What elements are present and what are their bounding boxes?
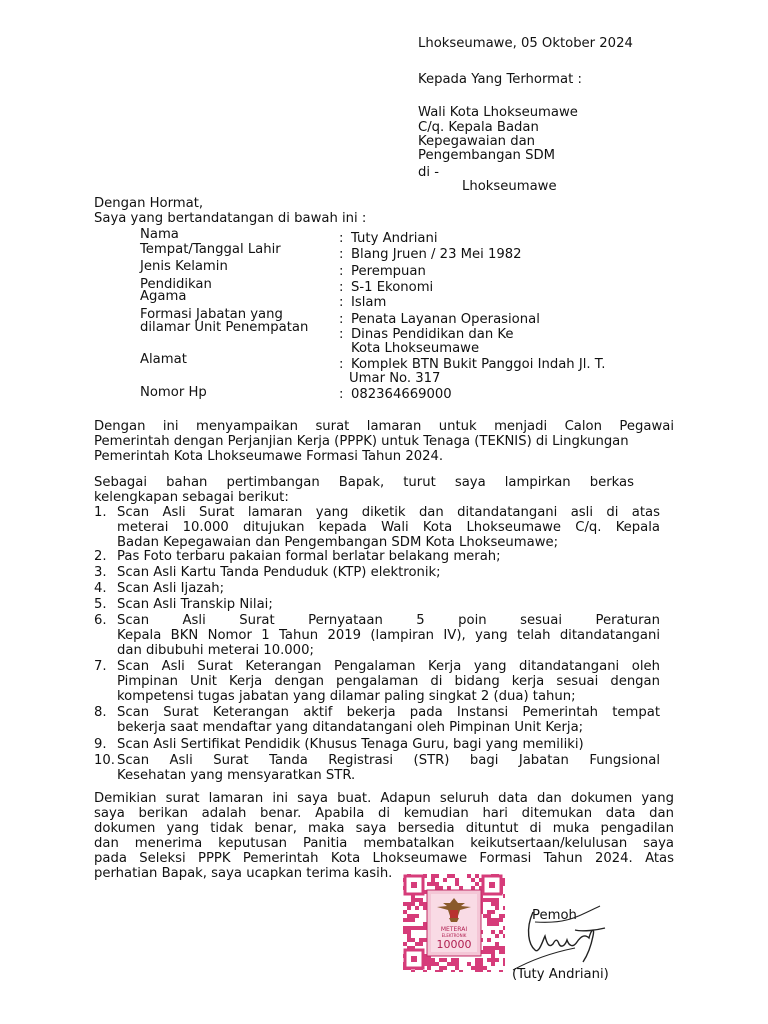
identity-label: Formasi Jabatan yang [140, 307, 283, 322]
svg-text:10000: 10000 [436, 938, 472, 951]
identity-separator: : [339, 295, 344, 310]
recipient-line: Wali Kota Lhokseumawe [418, 105, 578, 120]
attachment-line: Scan Asli Kartu Tanda Penduduk (KTP) elektronik; [117, 565, 441, 580]
identity-value: 082364669000 [351, 387, 452, 402]
recipient-line: Pengembangan SDM [418, 148, 556, 163]
recipient-line: Lhokseumawe [462, 179, 557, 194]
recipient-line: C/q. Kepala Badan [418, 120, 539, 135]
signature-label: Pemoh [532, 908, 577, 923]
identity-value: Komplek BTN Bukit Panggoi Indah Jl. T. [351, 357, 606, 372]
attachment-number: 5. [94, 597, 107, 612]
identity-label: Agama [140, 289, 187, 304]
attachment-line: Kepala BKN Nomor 1 Tahun 2019 (lampiran IV), yang telah ditandatangani [117, 628, 660, 643]
identity-label: dilamar Unit Penempatan [140, 320, 309, 335]
attachment-line: Scan Asli Surat lamaran yang diketik dan ditandatangani asli di atas [117, 505, 660, 520]
intro-line: Saya yang bertandatangan di bawah ini : [94, 211, 367, 226]
attachment-number: 6. [94, 613, 107, 628]
identity-separator: : [339, 387, 344, 402]
paragraph-line: kelengkapan sebagai berikut: [94, 490, 289, 505]
attachment-line: Scan Asli Surat Tanda Registrasi (STR) bagi Jabatan Fungsional [117, 753, 660, 768]
identity-separator: : [339, 280, 344, 295]
identity-value: Islam [351, 295, 387, 310]
greeting: Dengan Hormat, [94, 196, 204, 211]
paragraph-line: saya berikan adalah benar. Apabila di kemudian hari ditemukan data dan [94, 806, 674, 821]
identity-separator: : [339, 312, 344, 327]
paragraph-line: dokumen yang tidak benar, maka saya bersedia dituntut di muka pengadilan [94, 821, 674, 836]
attachment-line: bekerja saat mendaftar yang ditandatangani oleh Pimpinan Unit Kerja; [117, 720, 584, 735]
identity-separator: : [339, 231, 344, 246]
attachment-number: 8. [94, 705, 107, 720]
attachment-line: Scan Asli Surat Keterangan Pengalaman Kerja yang ditandatangani oleh [117, 659, 660, 674]
identity-separator: : [339, 327, 344, 342]
identity-label: Pendidikan [140, 277, 212, 292]
identity-label: Jenis Kelamin [140, 259, 228, 274]
attachment-number: 1. [94, 505, 107, 520]
paragraph-line: Sebagai bahan pertimbangan Bapak, turut saya lampirkan berkas [94, 475, 634, 490]
attachment-number: 2. [94, 549, 107, 564]
identity-value: Tuty Andriani [351, 231, 438, 246]
attachment-line: dan dibubuhi meterai 10.000; [117, 643, 314, 658]
signer-name: (Tuty Andriani) [512, 967, 609, 982]
paragraph-line: pada Seleksi PPPK Pemerintah Kota Lhokseumawe Formasi Tahun 2024. Atas [94, 851, 674, 866]
attachment-line: Scan Asli Sertifikat Pendidik (Khusus Tenaga Guru, bagi yang memiliki) [117, 737, 584, 752]
identity-separator: : [339, 357, 344, 372]
attachment-line: Scan Surat Keterangan aktif bekerja pada Instansi Pemerintah tempat [117, 705, 660, 720]
identity-label: Tempat/Tanggal Lahir [140, 242, 281, 257]
identity-value: Perempuan [351, 264, 426, 279]
meterai-stamp-icon [403, 874, 505, 972]
attachment-line: Badan Kepegawaian dan Pengembangan SDM Kota Lhokseumawe; [117, 535, 559, 550]
attachment-line: Scan Asli Surat Pernyataan 5 poin sesuai Peraturan [117, 613, 660, 628]
paragraph-line: perhatian Bapak, saya ucapkan terima kasih. [94, 866, 393, 881]
attachment-number: 3. [94, 565, 107, 580]
identity-label: Nama [140, 227, 179, 242]
identity-label: Alamat [140, 352, 187, 367]
recipient-line: di - [418, 165, 439, 180]
place-date: Lhokseumawe, 05 Oktober 2024 [418, 36, 633, 51]
handwritten-signature-icon [505, 900, 615, 972]
svg-text:ELEKTRONIK: ELEKTRONIK [441, 933, 467, 938]
attachment-number: 9. [94, 737, 107, 752]
paragraph-line: Pemerintah dengan Perjanjian Kerja (PPPK) untuk Tenaga (TEKNIS) di Lingkungan [94, 434, 629, 449]
paragraph-line: Demikian surat lamaran ini saya buat. Adapun seluruh data dan dokumen yang [94, 791, 674, 806]
attachment-line: Scan Asli Transkip Nilai; [117, 597, 273, 612]
identity-value: S-1 Ekonomi [351, 280, 434, 295]
identity-separator: : [339, 247, 344, 262]
paragraph-line: Pemerintah Kota Lhokseumawe Formasi Tahun 2024. [94, 449, 444, 464]
attachment-number: 7. [94, 659, 107, 674]
attachment-line: Scan Asli Ijazah; [117, 581, 225, 596]
attachment-number: 10. [94, 753, 115, 768]
identity-value: Dinas Pendidikan dan Ke [351, 327, 514, 342]
attachment-number: 4. [94, 581, 107, 596]
identity-value: Penata Layanan Operasional [351, 312, 540, 327]
identity-value: Kota Lhokseumawe [351, 341, 480, 356]
recipient-line: Kepegawaian dan [418, 134, 536, 149]
to-label: Kepada Yang Terhormat : [418, 72, 582, 87]
svg-text:METERAI: METERAI [440, 926, 468, 933]
paragraph-line: Dengan ini menyampaikan surat lamaran untuk menjadi Calon Pegawai [94, 419, 674, 434]
identity-separator: : [339, 264, 344, 279]
paragraph-line: dan menerima keputusan Panitia membatalkan keikutsertaan/kelulusan saya [94, 836, 674, 851]
attachment-line: Pimpinan Unit Kerja dengan pengalaman di bidang kerja sesuai dengan [117, 674, 660, 689]
attachment-line: Kesehatan yang mensyaratkan STR. [117, 768, 356, 783]
attachment-line: Pas Foto terbaru pakaian formal berlatar belakang merah; [117, 549, 501, 564]
attachment-line: kompetensi tugas jabatan yang dilamar paling singkat 2 (dua) tahun; [117, 689, 576, 704]
attachment-line: meterai 10.000 ditujukan kepada Wali Kota Lhokseumawe C/q. Kepala [117, 520, 660, 535]
identity-value: Umar No. 317 [349, 371, 441, 386]
identity-label: Nomor Hp [140, 385, 207, 400]
identity-value: Blang Jruen / 23 Mei 1982 [351, 247, 522, 262]
